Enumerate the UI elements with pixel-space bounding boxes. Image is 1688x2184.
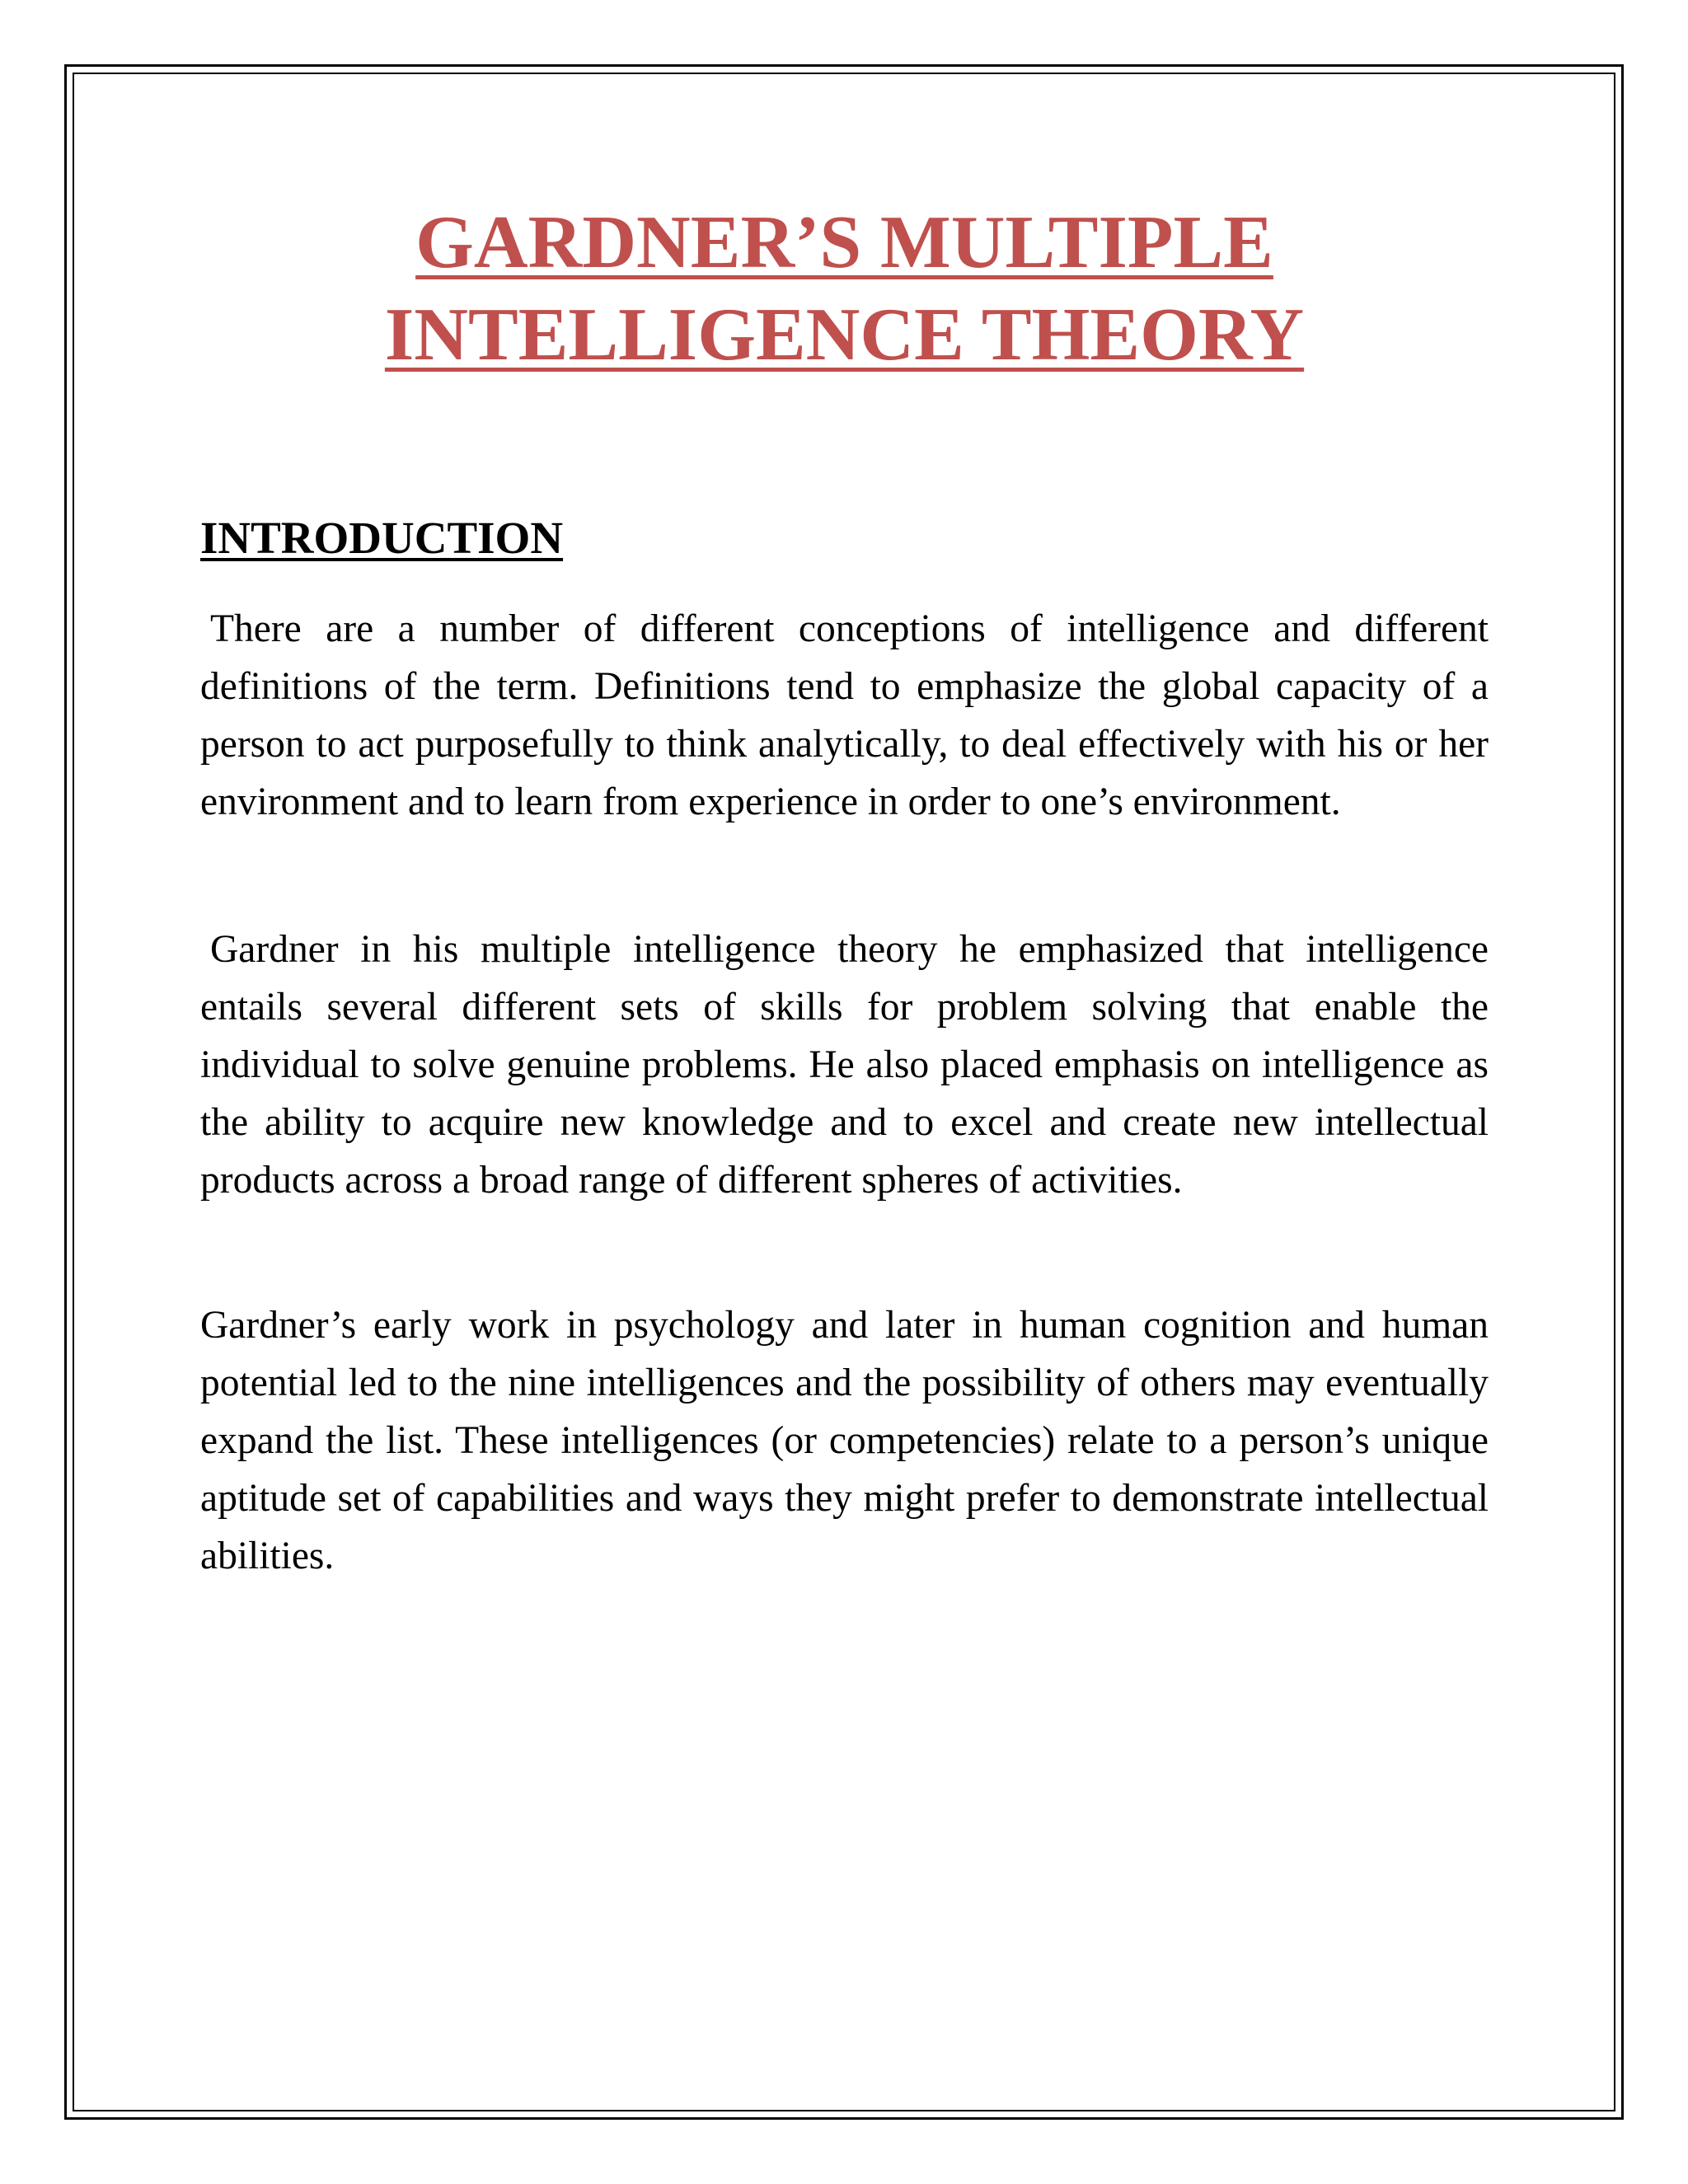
paragraph: Gardner’s early work in psychology and later in human cognition and human potential led to the nine intelligences and the possibility of others may eventually expand the list. These intelligences (or competencies) relate to a person’s unique aptitude set of capabilities and ways they might prefer to demonstrate intellectual abilities. (200, 1304, 1489, 1577)
paragraph: Gardner in his multiple intelligence theory he emphasized that intelligence entails several different sets of skills for problem solving that enable the individual to solve genuine problems. He also placed emphasis on intelligence as the ability to acquire new knowledge and to excel and create new intellectual products across a broad range of different spheres of activities. (200, 928, 1489, 1202)
paragraph: There are a number of different conceptions of intelligence and different definitions of the term. Definitions tend to emphasize the global capacity of a person to act purposefully to think analytically, to deal effectively with his or her environment and to learn from experience in order to one’s environment. (200, 607, 1489, 823)
title-line-1: GARDNER’S MULTIPLE (415, 200, 1273, 284)
section-heading: INTRODUCTION (200, 513, 564, 563)
title-line-2: INTELLIGENCE THEORY (384, 293, 1305, 376)
document-title (200, 196, 1489, 381)
